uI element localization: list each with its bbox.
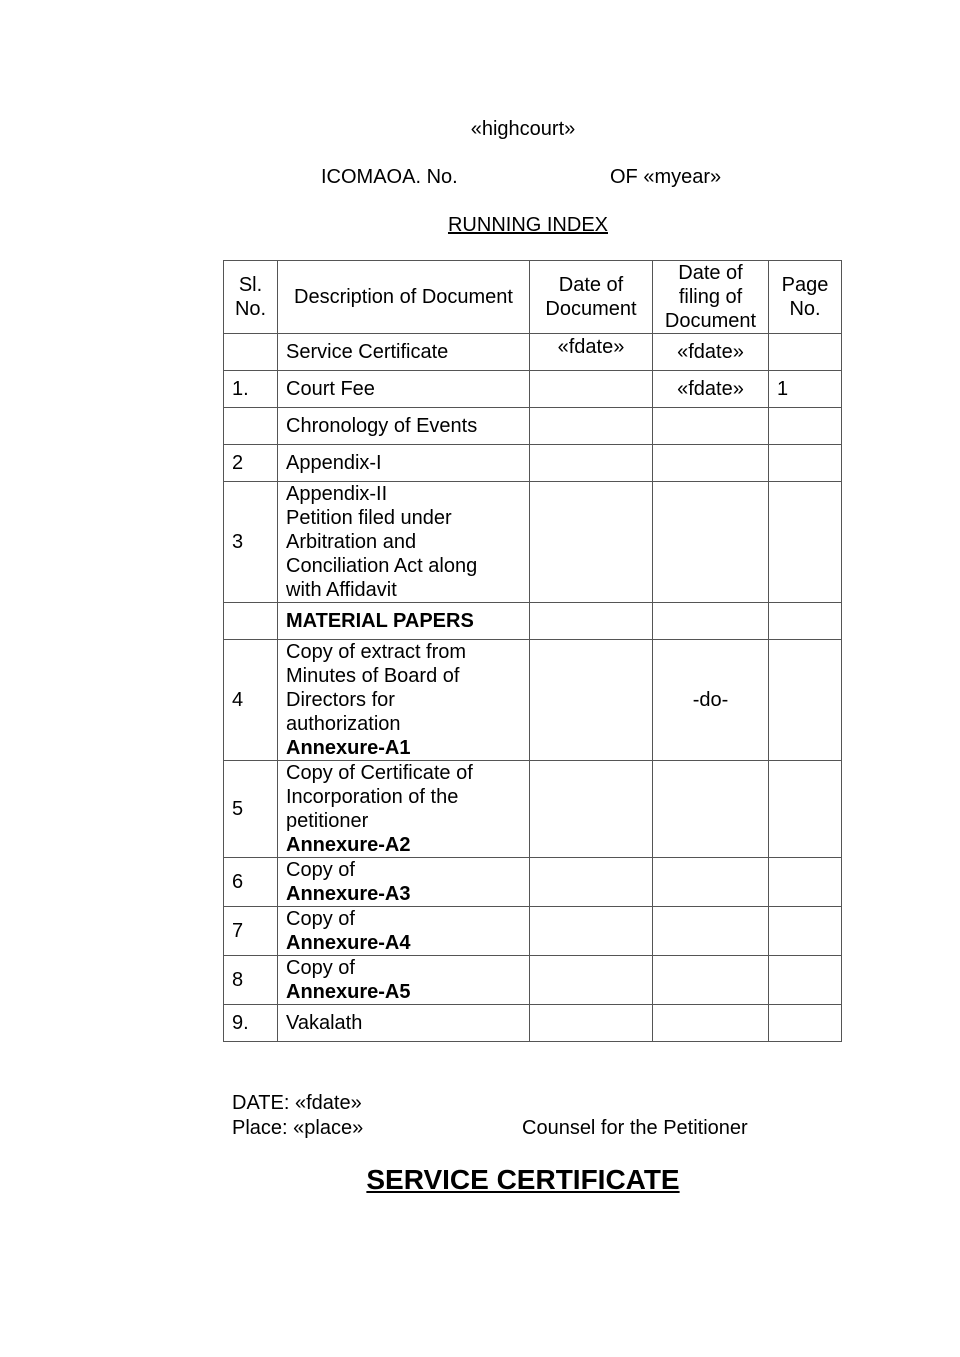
cell-line: Document bbox=[545, 298, 637, 320]
cell-line: Petition filed under bbox=[286, 507, 452, 529]
cell-line: Document bbox=[664, 310, 757, 332]
table-row bbox=[224, 482, 842, 603]
header-date-of-filing bbox=[653, 261, 769, 334]
cell-line: Arbitration and bbox=[286, 531, 417, 553]
cell-line: filing of bbox=[678, 286, 743, 308]
index-table-body bbox=[224, 261, 842, 1042]
cell-line: No. bbox=[789, 298, 821, 320]
row-date-of-filing bbox=[653, 482, 769, 603]
case-year: OF «myear» bbox=[610, 166, 722, 188]
table-row bbox=[224, 907, 842, 956]
row-description bbox=[278, 956, 530, 1005]
row-description-bold: Annexure-A5 bbox=[286, 981, 411, 1003]
row-date-of-filing bbox=[653, 408, 769, 445]
cell-line: Sl. bbox=[238, 274, 263, 296]
row-date-of-filing bbox=[653, 907, 769, 956]
row-date-of-document bbox=[530, 445, 653, 482]
row-date-of-document bbox=[530, 1005, 653, 1042]
cell-line: authorization bbox=[286, 713, 401, 735]
row-page-no bbox=[769, 640, 842, 761]
row-description bbox=[278, 482, 530, 603]
row-date-of-filing bbox=[653, 761, 769, 858]
row-description-bold: Annexure-A1 bbox=[286, 737, 411, 759]
row-description bbox=[278, 761, 530, 858]
table-row bbox=[224, 1005, 842, 1042]
row-description bbox=[278, 445, 530, 482]
row-page-no bbox=[769, 858, 842, 907]
cell-line: Incorporation of the bbox=[286, 786, 459, 808]
row-page-no bbox=[769, 445, 842, 482]
row-description-bold: MATERIAL PAPERS bbox=[286, 610, 474, 632]
row-date-of-document bbox=[530, 640, 653, 761]
cell-line: Copy of Certificate of bbox=[286, 762, 473, 784]
row-date-of-document bbox=[530, 408, 653, 445]
row-date-of-filing: «fdate» bbox=[653, 334, 769, 371]
cell-line: Copy of bbox=[286, 859, 355, 881]
table-row bbox=[224, 761, 842, 858]
row-description bbox=[278, 334, 530, 371]
table-row bbox=[224, 956, 842, 1005]
row-sl-no: 6 bbox=[224, 858, 278, 907]
row-date-of-filing bbox=[653, 956, 769, 1005]
row-sl-no: 2 bbox=[224, 445, 278, 482]
cell-line: Copy of bbox=[286, 957, 355, 979]
running-index-table bbox=[223, 260, 842, 1042]
row-date-of-filing bbox=[653, 445, 769, 482]
row-page-no bbox=[769, 408, 842, 445]
table-row bbox=[224, 408, 842, 445]
row-page-no bbox=[769, 603, 842, 640]
cell-line: Date of bbox=[678, 262, 743, 284]
row-date-of-document bbox=[530, 858, 653, 907]
row-date-of-document: «fdate» bbox=[530, 334, 653, 371]
header-description: Description of Document bbox=[278, 261, 530, 334]
cell-line: petitioner bbox=[286, 810, 369, 832]
row-date-of-document bbox=[530, 907, 653, 956]
row-sl-no: 5 bbox=[224, 761, 278, 858]
row-sl-no: 9. bbox=[224, 1005, 278, 1042]
cell-line: with Affidavit bbox=[286, 579, 397, 601]
row-description bbox=[278, 603, 530, 640]
cell-line: Vakalath bbox=[286, 1012, 363, 1034]
row-date-of-filing: -do- bbox=[653, 640, 769, 761]
row-description bbox=[278, 408, 530, 445]
court-name: «highcourt» bbox=[470, 118, 576, 140]
row-date-of-document bbox=[530, 761, 653, 858]
row-date-of-document bbox=[530, 603, 653, 640]
header-sl-no bbox=[224, 261, 278, 334]
cell-line: Chronology of Events bbox=[286, 415, 478, 437]
row-page-no bbox=[769, 761, 842, 858]
row-sl-no: 4 bbox=[224, 640, 278, 761]
cell-line: Service Certificate bbox=[286, 341, 449, 363]
row-description bbox=[278, 858, 530, 907]
table-row bbox=[224, 603, 842, 640]
cell-line: Minutes of Board of bbox=[286, 665, 460, 687]
footer-date: DATE: «fdate» bbox=[232, 1092, 362, 1114]
cell-line: Conciliation Act along bbox=[286, 555, 478, 577]
row-page-no bbox=[769, 956, 842, 1005]
row-page-no bbox=[769, 907, 842, 956]
table-row bbox=[224, 858, 842, 907]
row-date-of-filing: «fdate» bbox=[653, 371, 769, 408]
row-sl-no bbox=[224, 603, 278, 640]
row-description bbox=[278, 1005, 530, 1042]
case-number-label: ICOMAOA. No. bbox=[321, 166, 458, 188]
row-sl-no: 7 bbox=[224, 907, 278, 956]
row-page-no: 1 bbox=[769, 371, 842, 408]
row-sl-no: 1. bbox=[224, 371, 278, 408]
index-title: RUNNING INDEX bbox=[447, 214, 608, 236]
row-description bbox=[278, 907, 530, 956]
row-description-bold: Annexure-A2 bbox=[286, 834, 411, 856]
row-date-of-document bbox=[530, 956, 653, 1005]
cell-line: Copy of bbox=[286, 908, 355, 930]
table-header-row bbox=[224, 261, 842, 334]
row-sl-no bbox=[224, 334, 278, 371]
index-title-wrap bbox=[0, 213, 960, 237]
table-row bbox=[224, 334, 842, 371]
row-date-of-filing bbox=[653, 1005, 769, 1042]
row-sl-no bbox=[224, 408, 278, 445]
row-date-of-document bbox=[530, 482, 653, 603]
row-page-no bbox=[769, 1005, 842, 1042]
footer-place: Place: «place» bbox=[232, 1117, 364, 1139]
cell-line: Page bbox=[781, 274, 829, 296]
row-description bbox=[278, 640, 530, 761]
table-row bbox=[224, 371, 842, 408]
row-page-no bbox=[769, 334, 842, 371]
cell-line: Copy of extract from bbox=[286, 641, 467, 663]
row-description bbox=[278, 371, 530, 408]
header-date-of-document bbox=[530, 261, 653, 334]
service-certificate-title: SERVICE CERTIFICATE bbox=[366, 1164, 680, 1195]
cell-line: No. bbox=[234, 298, 267, 320]
table-row bbox=[224, 640, 842, 761]
row-date-of-filing bbox=[653, 858, 769, 907]
row-sl-no: 8 bbox=[224, 956, 278, 1005]
row-page-no bbox=[769, 482, 842, 603]
footer-counsel: Counsel for the Petitioner bbox=[522, 1117, 748, 1139]
cell-line: Directors for bbox=[286, 689, 395, 711]
row-description-bold: Annexure-A3 bbox=[286, 883, 411, 905]
cell-line: Appendix-I bbox=[286, 452, 382, 474]
cell-line: Court Fee bbox=[286, 378, 375, 400]
cell-line: Date of bbox=[558, 274, 624, 296]
row-date-of-filing bbox=[653, 603, 769, 640]
cell-line: Appendix-II bbox=[286, 483, 388, 505]
row-date-of-document bbox=[530, 371, 653, 408]
row-sl-no: 3 bbox=[224, 482, 278, 603]
table-row bbox=[224, 445, 842, 482]
row-description-bold: Annexure-A4 bbox=[286, 932, 411, 954]
header-page-no bbox=[769, 261, 842, 334]
